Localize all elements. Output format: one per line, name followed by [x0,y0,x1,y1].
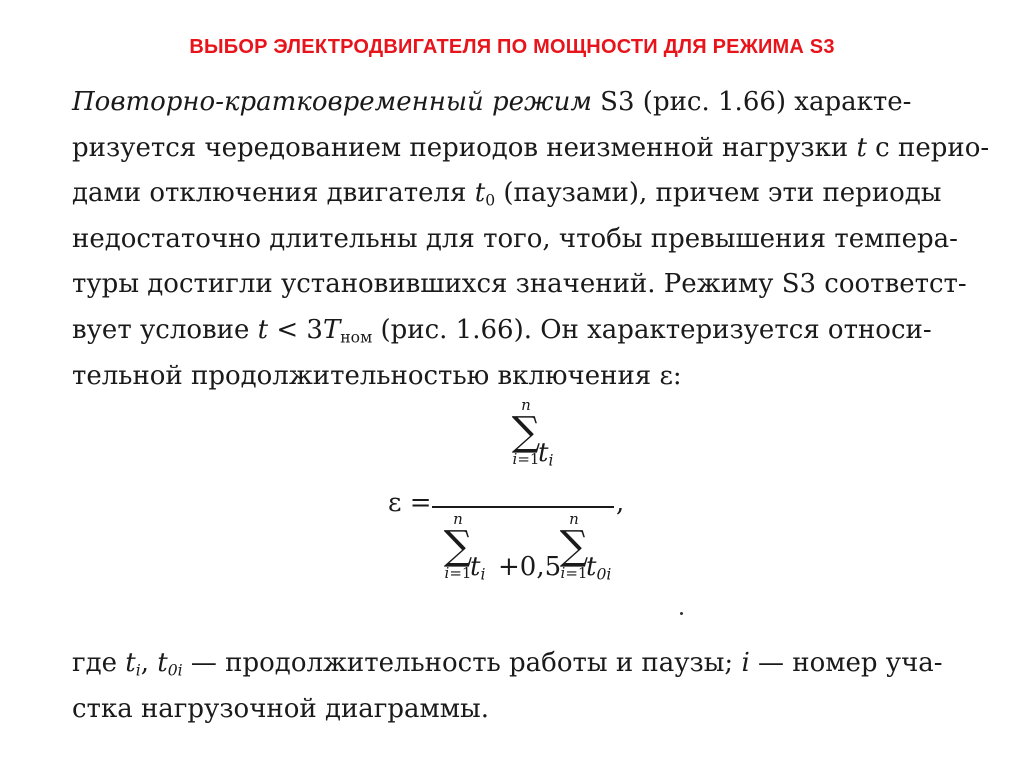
text-span: S3 (рис. 1.66) характе- [591,87,912,117]
index-rest: =1 [517,450,540,468]
subscript: ном [340,328,373,347]
text-span: с перио- [866,132,990,163]
slide-title: ВЫБОР ЭЛЕКТРОДВИГАТЕЛЯ ПО МОЩНОСТИ ДЛЯ РЕЖИМА S3 [189,36,835,58]
index-i: i [512,450,518,468]
text-span: дами отключения двигателя [72,178,475,209]
subscript: 0 [485,191,496,210]
text-line-2 [72,126,990,172]
sum-upper-limit: n [521,396,531,414]
var-t: t [538,438,549,468]
text-line-5: туры достигли установившихся значений. Режиму S3 соответст- [72,269,967,300]
footer-line-1 [72,640,972,686]
text-line-4: недостаточно длительны для того, чтобы превышения темпера- [72,223,958,254]
var-t0i: t [157,648,168,678]
subscript: i [480,565,486,584]
var-t0: t [586,552,597,582]
text-span: вует условие [72,314,258,345]
subscript: i [135,661,141,680]
text-span: (рис. 1.66). Он характеризуется относи- [372,314,932,345]
var-t: t [856,132,867,163]
var-t: t [257,314,269,345]
var-t: t [470,552,481,582]
index-i: i [560,564,566,582]
sigma-sign: ∑ [443,523,473,569]
text-line-1 [72,80,972,126]
denominator-term-1 [470,552,485,582]
index-rest: =1 [565,564,588,582]
numerator-term [538,438,553,468]
text-span: , [140,648,158,678]
text-span: где [72,648,126,678]
var-ti: t [125,648,136,678]
speck [680,612,683,615]
text-line-7: тельной продолжительностью включения ε: [72,360,682,391]
var-t0: t [474,178,486,209]
formula-comma: , [616,488,625,518]
text-span: ризуется чередованием периодов неизменной нагрузки [72,132,857,163]
text-line-3 [72,171,972,217]
legend-paragraph [72,640,972,731]
subscript: i [548,451,554,470]
text-span: (паузами), причем эти периоды [495,178,942,209]
footer-line-2: стка нагрузочной диаграммы. [72,693,489,724]
sigma-sign: ∑ [559,523,589,569]
sum-upper-limit: n [453,510,463,528]
text-line-6 [72,308,972,354]
subscript: 0i [596,565,612,584]
var-i: i [741,648,750,678]
text-span: < 3 [268,314,323,345]
index-i: i [444,564,450,582]
denominator-term-2 [586,552,611,582]
var-T: T [322,314,341,345]
sigma-sign: ∑ [511,409,541,455]
formula-lhs: ε = [388,488,432,518]
subscript: 0i [167,661,183,680]
text-span: — продолжительность работы и паузы; [182,648,742,678]
text-span: — номер уча- [749,648,943,678]
description-paragraph [72,80,990,399]
denominator-plus: +0,5 [498,552,562,582]
duty-cycle-formula [388,396,648,616]
index-rest: =1 [449,564,472,582]
mode-name: Повторно-кратковременный режим [72,87,592,117]
sum-upper-limit: n [569,510,579,528]
fraction-bar [432,506,614,508]
